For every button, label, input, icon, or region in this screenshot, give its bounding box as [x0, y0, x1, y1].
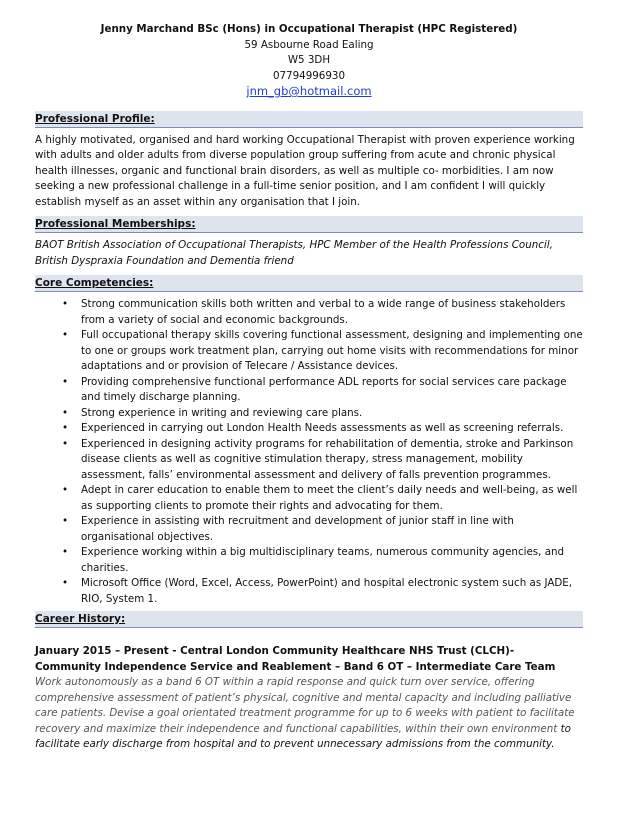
address-line-2: W5 3DH [287, 54, 331, 66]
competencies-heading: Core Competencies: [35, 275, 583, 292]
email-link[interactable]: jnm_gb@hotmail.com [246, 84, 372, 98]
competency-text: Strong communication skills both written and verbal to a wide range of business stakeholders from a variety of social and economic backgrounds. [81, 298, 566, 326]
memberships-heading: Professional Memberships: [35, 216, 583, 233]
phone-number: 07794996930 [272, 69, 346, 82]
candidate-name: Jenny Marchand BSc (Hons) in Occupational Therapist (HPC Registered) [100, 23, 518, 35]
competency-item [35, 545, 583, 576]
competency-item [35, 375, 583, 406]
competency-text: Experienced in carrying out London Health Needs assessments as well as screening referrals. [81, 422, 564, 434]
job-title: January 2015 – Present - Central London Community Healthcare NHS Trust (CLCH)- Community Independence Service and Reablement – Band 6 OT – Intermediate Care Team [35, 645, 556, 673]
address-line-1: 59 Asbourne Road Ealing [244, 38, 374, 51]
bullet-icon: • [62, 484, 69, 496]
bullet-icon: • [62, 437, 69, 450]
competency-text: Full occupational therapy skills covering functional assessment, designing and implementing one to one or groups work treatment plan, carrying out home visits with recommendations for minor adaptations and or provision of Telecare / Assistance devices. [81, 329, 583, 372]
competency-item [35, 406, 583, 422]
bullet-icon: • [62, 577, 69, 589]
bullet-icon: • [62, 375, 69, 388]
competency-item [35, 576, 583, 607]
competency-item [35, 437, 583, 484]
bullet-icon: • [62, 546, 69, 558]
competency-item [35, 514, 583, 545]
job-description [35, 675, 583, 753]
competency-item [35, 297, 583, 328]
job-description-part-2: to facilitate early discharge from hospital and to prevent unnecessary admissions from the community. [35, 722, 571, 750]
job-description-part-1: Work autonomously as a band 6 OT within a rapid response and quick turn over service, offering comprehensive assessment of patient’s physical, cognitive and mental capacity and including palliative care patients. Devise a goal orientated treatment programme for up to 6 weeks with patient to facilitate recovery and maximize their independence and functional capabilities, within their own environment [35, 676, 575, 735]
profile-text: A highly motivated, organised and hard working Occupational Therapist with proven experience working with adults and older adults from diverse population group suffering from acute and chronic physical health illnesses, organic and functional brain disorders, as well as multiple co- morbidities. I am now seeking a new professional challenge in a full-time senior position, and I am confident I will quickly establish myself as an asset within any organisation that I join. [35, 133, 575, 208]
competencies-list [35, 297, 583, 607]
bullet-icon: • [62, 298, 69, 310]
competency-text: Experience in assisting with recruitment and development of junior staff in line with organisational objectives. [81, 515, 514, 543]
bullet-icon: • [62, 329, 69, 341]
competency-item [35, 421, 583, 437]
career-heading: Career History: [35, 611, 583, 628]
bullet-icon: • [62, 515, 69, 527]
competency-text: Experience working within a big multidisciplinary teams, numerous community agencies, and charities. [81, 546, 565, 574]
memberships-text: BAOT British Association of Occupational Therapists, HPC Member of the Health Professions Council, British Dyspraxia Foundation and Dementia friend [35, 239, 553, 267]
competency-text: Microsoft Office (Word, Excel, Access, PowerPoint) and hospital electronic system such as JADE, RIO, System 1. [81, 577, 573, 605]
profile-heading: Professional Profile: [35, 111, 583, 128]
email-row [35, 84, 583, 101]
competency-text: Providing comprehensive functional performance ADL reports for social services care package and timely discharge planning. [81, 375, 567, 403]
competency-item [35, 483, 583, 514]
competency-item [35, 328, 583, 375]
bullet-icon: • [62, 406, 69, 419]
bullet-icon: • [62, 422, 69, 434]
competency-text: Strong experience in writing and reviewing care plans. [81, 406, 363, 419]
resume-page [35, 22, 583, 753]
competency-text: Experienced in designing activity programs for rehabilitation of dementia, stroke and Parkinson disease clients as well as cognitive stimulation therapy, stress management, mobility assessment, falls’ environmental assessment and delivery of falls prevention programmes. [81, 437, 574, 481]
competency-text: Adept in carer education to enable them to meet the client’s daily needs and well-being, as well as supporting clients to promote their rights and advocating for them. [81, 484, 578, 512]
